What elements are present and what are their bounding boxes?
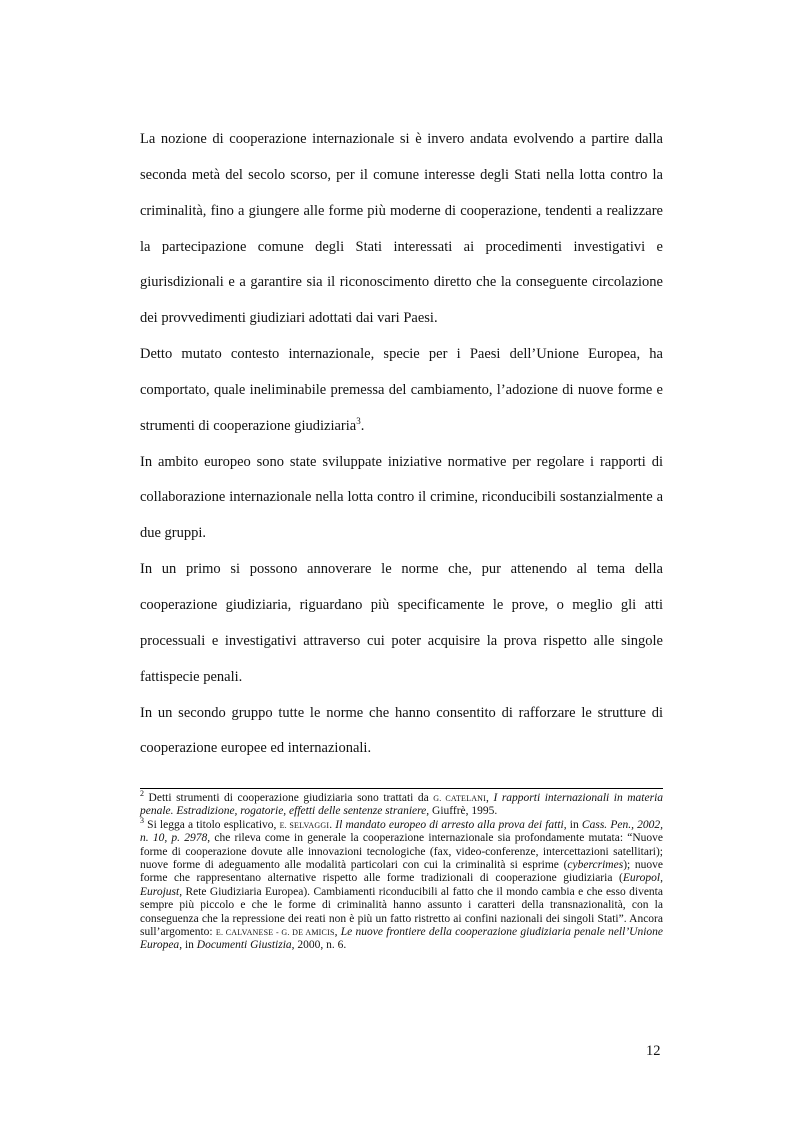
footnote-2: $^2$ Detti strumenti di cooperazione giudiziaria sono trattati da G. CATELANI, I rapporti internazionali in materia penale. Estradizione, rogatorie, effetti delle sentenze straniere, Giuffrè, 1995. — [140, 789, 664, 818]
citation-source: Documenti Giustizia — [196, 939, 292, 952]
footnote-number: 2 — [140, 789, 144, 799]
citation-title: I rapporti internazionali in materia penale. Estradizione, rogatorie, effetti delle sentenze straniere — [140, 792, 664, 818]
paragraph: In ambito europeo sono state sviluppate iniziative normative per regolare i rapporti di collaborazione internazionale nella lotta contro il crimine, riconducibili sostanzialmente a due gruppi. — [140, 453, 663, 542]
footnotes — [140, 789, 664, 953]
citation-title: Il mandato europeo di arresto alla prova dei fatti — [335, 818, 564, 831]
author: G. CATELANI — [433, 794, 487, 803]
paragraph: In un secondo gruppo tutte le norme che hanno consentito di rafforzare le strutture di cooperazione europee ed internazionali. — [140, 704, 663, 757]
paragraph: In un primo si possono annoverare le norme che, pur attenendo al tema della cooperazione giudiziaria, riguardano più specificamente le prove, o meglio gli atti processuali e investigativi attraverso cui poter acquisire la prova rispetto alle singole fattispecie penali. — [140, 561, 663, 685]
citation-source: Cass. Pen., 2002, n. 10, p. 2978 — [140, 818, 664, 845]
author: E. CALVANESE - G. DE AMICIS — [215, 928, 335, 938]
author: E. SELVAGGI — [279, 820, 330, 830]
footnote-number: 3 — [140, 815, 144, 825]
footnote-divider — [140, 788, 663, 789]
citation-title: Le nuove frontiere della cooperazione giudiziaria penale nell’Unione Europea — [140, 926, 664, 952]
footnote-ref: 3 — [356, 415, 361, 426]
footnote-3: $^3$ Si legga a titolo esplicativo, E. SELVAGGI. Il mandato europeo di arresto alla prova dei fatti, in Cass. Pen., 2002, n. 10, p. 2978, che rileva come in generale la cooperazione internazionale sia profondamente mutata: “Nuove forme di cooperazione dovute alle innovazioni tecnologiche (fax, video-conferenze, intercettazioni satellitari); nuove forme di adeguamento alle modalità particolari con cui la criminalità si esprime (cybercrimes); nuove forme che rappresentano alternative rispetto alle forme tradizionali di cooperazione giudiziaria (Europol, Eurojust, Rete Giudiziaria Europea). Cambiamenti riconducibili al fatto che il mondo cambia e che esso diventa sempre più piccolo e che le forme di criminalità hanno assunto i caratteri della transnazionalità, con la conseguenza che la repressione dei reati non è più un fatto ristretto ai confini nazionali dei singoli Stati”. Ancora sull’argomento: E. CALVANESE - G. DE AMICIS, Le nuove frontiere della cooperazione giudiziaria penale nell’Unione Europea, in Documenti Giustizia, 2000, n. 6. — [140, 815, 664, 952]
paragraph: Detto mutato contesto internazionale, specie per i Paesi dell’Unione Europea, ha comportato, quale ineliminabile premessa del cambiamento, l’adozione di nuove forme e strumenti di cooperazione giudiziaria$^3$. — [140, 346, 663, 434]
page-number: 12 — [646, 1043, 661, 1059]
body-text — [140, 122, 663, 767]
paragraph: La nozione di cooperazione internazionale si è invero andata evolvendo a partire dalla seconda metà del secolo scorso, per il comune interesse degli Stati nella lotta contro la criminalità, fino a giungere alle forme più moderne di cooperazione, tendenti a realizzare la partecipazione comune degli Stati interessati ai procedimenti investigativi e giurisdizionali e a garantire sia il riconoscimento diretto che la conseguente circolazione dei provvedimenti giudiziari adottati dai vari Paesi. — [140, 131, 663, 327]
